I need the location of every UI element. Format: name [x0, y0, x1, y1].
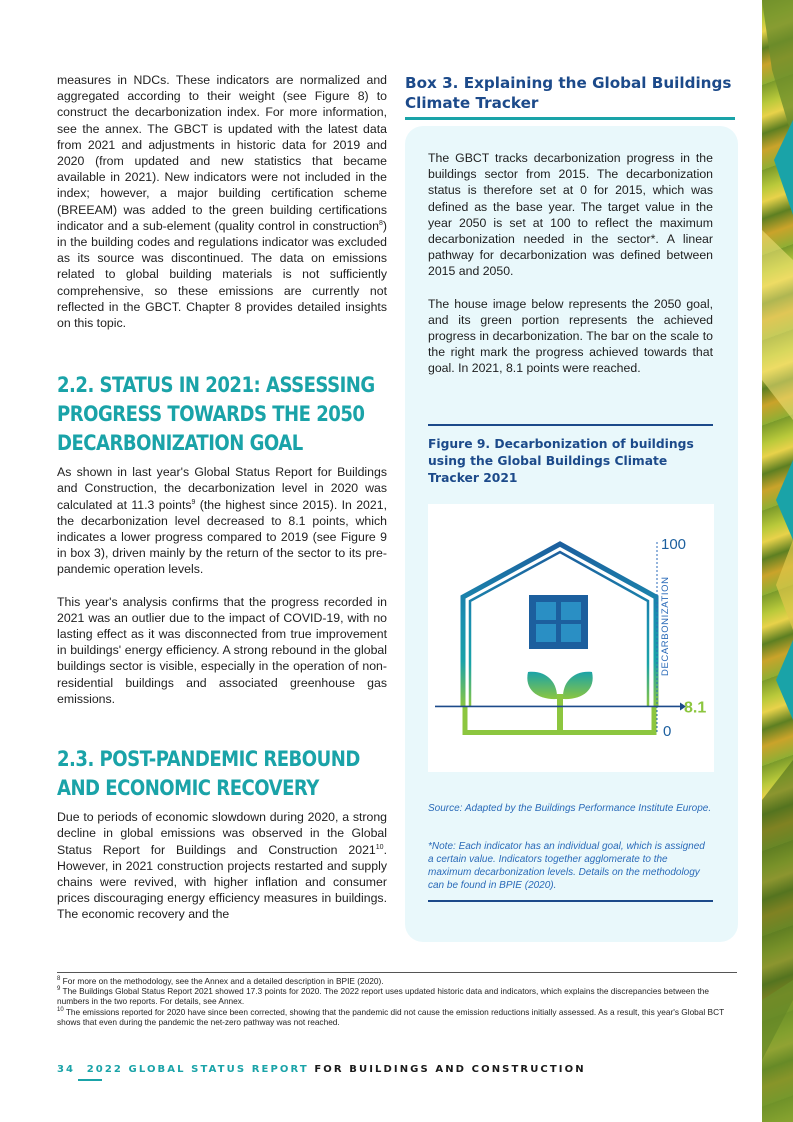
box-title-rule [405, 117, 735, 120]
box-separator-top [428, 424, 713, 426]
window-icon [529, 595, 588, 649]
page-footer [57, 1064, 586, 1075]
figure-source: Source: Adapted by the Buildings Performance Institute Europe. [428, 803, 712, 814]
footnote-8: $^8$ For more on the methodology, see the Annex and a detailed description in BPIE (2020). [57, 976, 384, 986]
figure-panel [428, 504, 714, 772]
footnote-9: $^9$ The Buildings Global Status Report 2021 showed 17.3 points for 2020. The 2022 report uses updated historic data and indicators, which explains the discrepancies between the numbers in the two reports. For details, see Annex. [57, 986, 709, 1007]
section-2-2-paragraph-1: As shown in last year's Global Status Report for Buildings and Construction, the decarbonization level in 2020 was calculated at 11.3 points$^9$ (the highest since 2015). In 2021, the decarbonization level decreased to 8.1 points, which indicates a lower progress compared to 2019 (see Figure 9 in box 3), driven mainly by the return of the sector to its pre-pandemic operation levels. [57, 465, 387, 577]
section-2-2-paragraph-2: This year's analysis confirms that the progress recorded in 2021 was an outlier due to the impact of COVID-19, with no lasting effect as it was disconnected from true improvement in buildings' energy efficiency. A strong rebound in the global buildings sector is visible, especially in the operation of non-residential buildings and associated greenhouse gas emissions. [57, 594, 387, 706]
footer-underline [78, 1079, 102, 1081]
footnote-ref-8[interactable]: 8 [378, 219, 383, 227]
scale-min-label: 0 [663, 723, 672, 740]
gbct-house-figure [428, 504, 714, 772]
figure-note: *Note: Each indicator has an individual goal, which is assigned a certain value. Indicators together agglomerate to the maximum decarbonization levels. Details on the methodology can be found in BPIE (2020). [428, 841, 705, 891]
plant-icon [527, 672, 592, 730]
progress-value-label: 8.1 [684, 699, 707, 717]
scale-max-label: 100 [661, 536, 687, 553]
footnote-10: $^{10}$ The emissions reported for 2020 have since been corrected, showing that the pandemic did not cause the emission reductions initially assessed. As a result, this year's Global BCT shows that even during the pandemic the net-zero pathway was not reached. [57, 1006, 724, 1027]
box-text [428, 150, 713, 377]
scale-axis-label: DECARBONIZATION [660, 576, 671, 676]
section-heading-2-2: 2.2. STATUS IN 2021: ASSESSING PROGRESS TOWARDS THE 2050 DECARBONIZATION GOAL [57, 373, 375, 456]
box-paragraph-2: The house image below represents the 2050 goal, and its green portion represents the achieved progress in decarbonization. The bar on the scale to the right mark the progress achieved towards that goal. In 2021, 8.1 points were reached. [428, 296, 713, 376]
footnote-ref-10[interactable]: 10 [375, 843, 384, 851]
box-title: Box 3. Explaining the Global Buildings Climate Tracker [405, 74, 732, 112]
footnote-rule [57, 972, 737, 973]
intro-paragraph: measures in NDCs. These indicators are normalized and aggregated according to their weight (see Figure 8) to construct the decarbonization index. For more information, see the annex. The GBCT is updated with the latest data from 2021 and adjustments in historic data for 2019 and 2020 (from updated and new statistics that became available in 2021). New indicators were not included in the index; however, a major building certification scheme (BREEAM) was added to the green building certifications indicator and a sub-element (quality control in construction$^8$) in the building codes and regulations indicator was excluded as its source was discontinued. The data on emissions related to global building materials is not sufficiently comprehensive, so these emissions are currently not reflected in the GBCT. Chapter 8 provides detailed insights on this topic. [57, 73, 387, 331]
footnotes [57, 976, 737, 1027]
decorative-photo-strip [762, 0, 793, 1122]
figure-title: Figure 9. Decarbonization of buildings using the Global Buildings Climate Tracker 2021 [428, 437, 694, 485]
photo-strip-shapes [762, 0, 793, 1122]
section-heading-2-3: 2.3. POST-PANDEMIC REBOUND AND ECONOMIC RECOVERY [57, 747, 360, 801]
box-paragraph-1: The GBCT tracks decarbonization progress in the buildings sector from 2015. The decarbonization status is therefore set at 0 for 2015, which was defined as the base year. The target value in the year 2050 is set at 100 to reflect the maximum decarbonization needed in the sector*. A linear pathway for decarbonization was defined between 2015 and 2050. [428, 151, 713, 279]
box-separator-bottom [428, 900, 713, 902]
page-number: 34 [57, 1064, 76, 1075]
section-2-3-paragraph-1: Due to periods of economic slowdown during 2020, a strong decline in global emissions was observed in the Global Status Report for Buildings and Construction 2021$^{10}$. However, in 2021 construction projects restarted and supply chains were revived, with higher inflation and consumer prices discouraging energy efficiency measures in buildings. The economic recovery and the [57, 810, 387, 922]
house-base [463, 730, 656, 735]
footer-report-title: 2022 GLOBAL STATUS REPORT [86, 1064, 309, 1075]
footnote-ref-9[interactable]: 9 [191, 498, 196, 506]
left-column [57, 72, 387, 923]
footer-report-subtitle: FOR BUILDINGS AND CONSTRUCTION [314, 1064, 586, 1075]
